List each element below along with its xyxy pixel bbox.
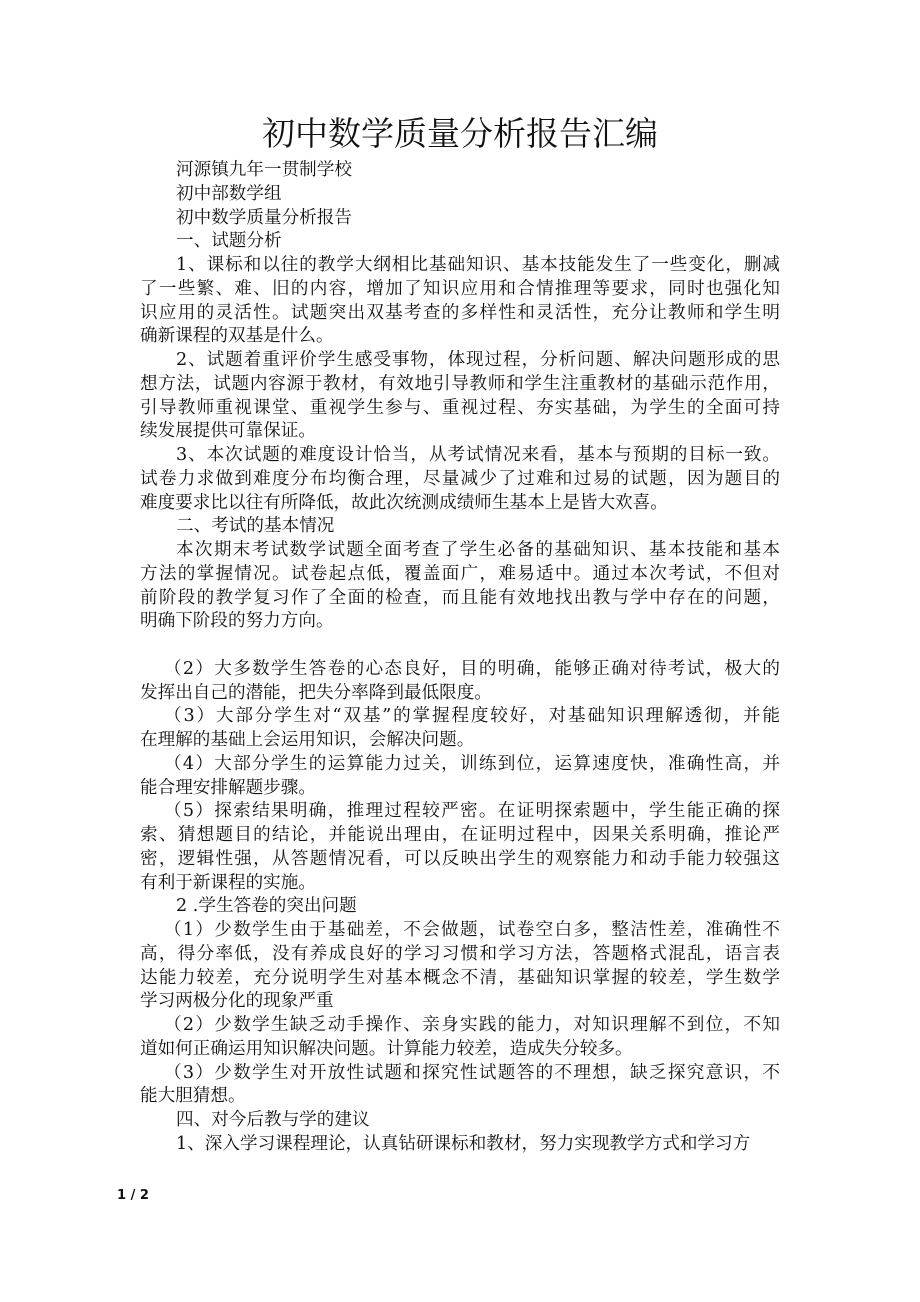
text-line: 确新课程的双基是什么。 (140, 326, 334, 347)
text-line: 本次期末考试数学试题全面考查了学生必备的基础知识、基本技能和基本 (176, 540, 780, 560)
text-line: 高，得分率低，没有养成良好的学习习惯和学习方法，答题格式混乱，语言表 (140, 943, 780, 964)
paragraph (140, 1014, 780, 1062)
text-line: 1、课标和以往的教学大纲相比基础知识、基本技能发生了一些变化，删减 (176, 255, 780, 275)
paragraph (140, 753, 780, 801)
text-line: 道如何正确运用知识解决问题。计算能力较差，造成失分较多。 (140, 1038, 633, 1059)
text-line: 四、对今后教与学的建议 (176, 1110, 370, 1130)
paragraph (140, 919, 780, 1014)
text-line: 难度要求比以往有所降低，故此次统测成绩师生基本上是皆大欢喜。 (140, 492, 668, 513)
text-line: 续发展提供可靠保证。 (140, 421, 316, 442)
text-line: 试卷力求做到难度分布均衡合理，尽量减少了过难和过易的试题，因为题目的 (140, 468, 780, 489)
paragraph (140, 658, 780, 706)
text-line: 2、试题着重评价学生感受事物，体现过程，分析问题、解决问题形成的思 (176, 350, 780, 370)
paragraph (140, 349, 780, 444)
paragraph (140, 539, 780, 634)
text-line: （3）大部分学生对“双基”的掌握程度较好，对基础知识理解透彻，并能 (164, 706, 780, 727)
paragraph (140, 1109, 780, 1133)
text-line: 发挥出自己的潜能，把失分率降到最低限度。 (140, 682, 492, 703)
text-line: 学习两极分化的现象严重 (140, 991, 334, 1012)
text-line: 前阶段的教学复习作了全面的检查，而且能有效地找出教与学中存在的问题， (140, 587, 780, 608)
text-line: 初中部数学组 (176, 183, 282, 204)
paragraph (140, 159, 780, 183)
text-line: 能合理安排解题步骤。 (140, 777, 316, 798)
paragraph (140, 705, 780, 753)
text-line: 在理解的基础上会运用知识，会解决问题。 (140, 730, 475, 750)
text-line: 二、考试的基本情况 (176, 516, 335, 537)
text-line: 索、猜想题目的结论，并能说出理由，在证明过程中，因果关系明确，推论严 (140, 825, 780, 845)
paragraph (140, 895, 780, 919)
text-line: 能大胆猜想。 (140, 1086, 246, 1107)
paragraph (140, 230, 780, 254)
text-line: 1、深入学习课程理论，认真钻研课标和教材，努力实现教学方式和学习方 (176, 1133, 751, 1154)
text-line: （4）大部分学生的运算能力过关，训练到位，运算速度快，准确性高，并 (164, 753, 780, 774)
text-line: （3）少数学生对开放性试题和探究性试题答的不理想，缺乏探究意识，不 (164, 1062, 780, 1083)
text-line: 了一些繁、难、旧的内容，增加了知识应用和合情推理等要求，同时也强化知 (140, 278, 780, 299)
text-line: 方法的掌握情况。试卷起点低，覆盖面广，难易适中。通过本次考试，不但对 (140, 563, 780, 584)
document-body (140, 159, 780, 1157)
text-line: （1）少数学生由于基础差，不会做题，试卷空白多，整洁性差，准确性不 (164, 920, 780, 940)
text-line: （2）大多数学生答卷的心态良好，目的明确，能够正确对待考试，极大的 (164, 658, 780, 679)
paragraph (140, 1062, 780, 1110)
text-line: （5）探索结果明确，推理过程较严密。在证明探索题中，学生能正确的探 (164, 801, 780, 822)
paragraph (140, 800, 780, 895)
blank-line (140, 634, 780, 658)
text-line: 一、试题分析 (176, 231, 282, 252)
text-line: 初中数学质量分析报告 (176, 207, 352, 228)
text-line: 有利于新课程的实施。 (140, 872, 316, 893)
text-line: 达能力较差，充分说明学生对基本概念不清，基础知识掌握的较差，学生数学 (140, 967, 780, 988)
text-line: 2 .学生答卷的突出问题 (176, 896, 357, 917)
paragraph (140, 183, 780, 207)
text-line: 引导教师重视课堂、重视学生参与、重视过程、夯实基础，为学生的全面可持 (140, 397, 780, 418)
text-line: 明确下阶段的努力方向。 (140, 611, 334, 632)
paragraph (140, 515, 780, 539)
text-line: 3、本次试题的难度设计恰当，从考试情况来看，基本与预期的目标一致。 (176, 445, 780, 465)
paragraph (140, 207, 780, 231)
paragraph (140, 1133, 780, 1157)
text-line: 密，逻辑性强，从答题情况看，可以反映出学生的观察能力和动手能力较强这 (140, 848, 780, 869)
paragraph (140, 254, 780, 349)
text-line: 识应用的灵活性。试题突出双基考查的多样性和灵活性，充分让教师和学生明 (140, 302, 780, 323)
text-line: 河源镇九年一贯制学校 (176, 160, 352, 180)
paragraph (140, 444, 780, 515)
page-number: 1 / 2 (117, 1188, 149, 1203)
text-line: 想方法，试题内容源于教材，有效地引导教师和学生注重教材的基础示范作用， (140, 373, 780, 394)
text-line: （2）少数学生缺乏动手操作、亲身实践的能力，对知识理解不到位，不知 (164, 1015, 780, 1035)
document-title: 初中数学质量分析报告汇编 (262, 114, 658, 153)
